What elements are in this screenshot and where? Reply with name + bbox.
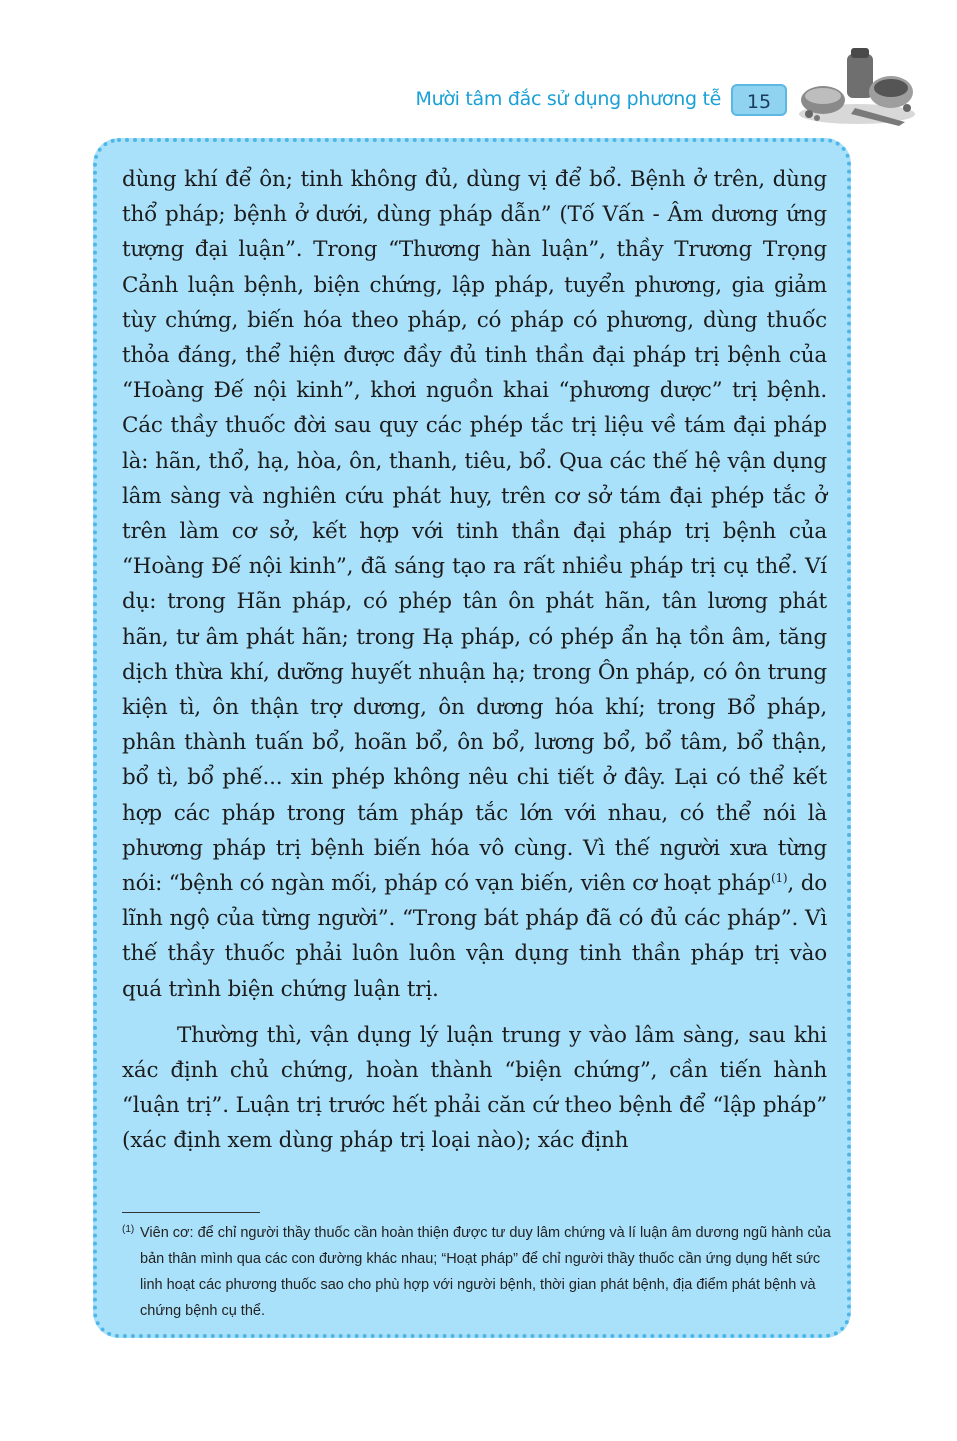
paragraph-1-text: dùng khí để ôn; tinh không đủ, dùng vị để bổ. Bệnh ở trên, dùng thổ pháp; bệnh ở dưới, dùng pháp dẫn” (Tố Vấn - Âm dương ứng tượng đại luận”. Trong “Thương hàn luận”, thầy Trương Trọng Cảnh luận bệnh, biện chứng, lập pháp, tuyển phương, gia giảm tùy chứng, biến hóa theo pháp, có pháp có phương, dùng thuốc thỏa đáng, thể hiện được đầy đủ tinh thần đại pháp trị bệnh của “Hoàng Đế nội kinh”, khơi nguồn khai “phương dược” trị bệnh. Các thầy thuốc đời sau quy các phép tắc trị liệu về tám đại pháp là: hãn, thổ, hạ, hòa, ôn, thanh, tiêu, bổ. Qua các thế hệ vận dụng lâm sàng và nghiên cứu phát huy, trên cơ sở tám đại phép tắc ở trên làm cơ sở, kết hợp với tinh thần đại pháp trị bệnh của “Hoàng Đế nội kinh”, đã sáng tạo ra rất nhiều pháp trị cụ thể. Ví dụ: trong Hãn pháp, có phép tân ôn phát hãn, tân lương phát hãn, tư âm phát hãn; trong Hạ pháp, có phép ẩn hạ tồn âm, tăng dịch thừa khí, dưỡng huyết nhuận hạ; trong Ôn pháp, có ôn trung kiện tì, ôn thận trợ dương, ôn dương hóa khí; trong Bổ pháp, phân thành tuấn bổ, hoãn bổ, ôn bổ, lương bổ, bổ tâm, bổ thận, bổ tì, bổ phế... xin phép không nêu chi tiết ở đây. Lại có thể kết hợp các pháp trong tám pháp tắc lớn với nhau, có thể nói là phương pháp trị bệnh biến hóa vô cùng. Vì thế người xưa từng nói: “bệnh có ngàn mối, pháp có vạn biến, viên cơ hoạt pháp — [122, 167, 827, 897]
paragraph-1 — [122, 162, 827, 1007]
herbs-and-mortar-illustration-icon — [795, 48, 920, 128]
footnote-reference[interactable]: (1) — [770, 871, 788, 886]
paragraph-1-continued: , do lĩnh ngộ của từng người”. “Trong bát pháp đã có đủ các pháp”. Vì thế thầy thuốc phải luôn luôn vận dụng tinh thần pháp trị vào quá trình biện chứng luận trị. — [122, 871, 828, 1002]
paragraph-2: Thường thì, vận dụng lý luận trung y vào lâm sàng, sau khi xác định chủ chứng, hoàn thành “biện chứng”, cần tiến hành “luận trị”. Luận trị trước hết phải căn cứ theo bệnh để “lập pháp” (xác định xem dùng pháp trị loại nào); xác định — [122, 1022, 827, 1154]
running-title: Mười tâm đắc sử dụng phương tễ — [415, 88, 721, 110]
content-box — [93, 138, 851, 1338]
footnote-mark: (1) — [122, 1224, 135, 1235]
body-text — [122, 162, 827, 1159]
footnote-divider — [122, 1212, 260, 1213]
footnote — [122, 1220, 832, 1324]
page-number-badge: 15 — [731, 84, 787, 116]
footnote-text: Viên cơ: để chỉ người thầy thuốc cần hoàn thiện được tư duy lâm chứng và lí luận âm dương ngũ hành của bản thân mình qua các con đường khác nhau; “Hoạt pháp” để chỉ người thầy thuốc cần ứng dụng hết sức linh hoạt các phương thuốc sao cho phù hợp với người bệnh, thời gian phát bệnh, địa điểm phát bệnh và chứng bệnh cụ thể. — [140, 1225, 831, 1319]
